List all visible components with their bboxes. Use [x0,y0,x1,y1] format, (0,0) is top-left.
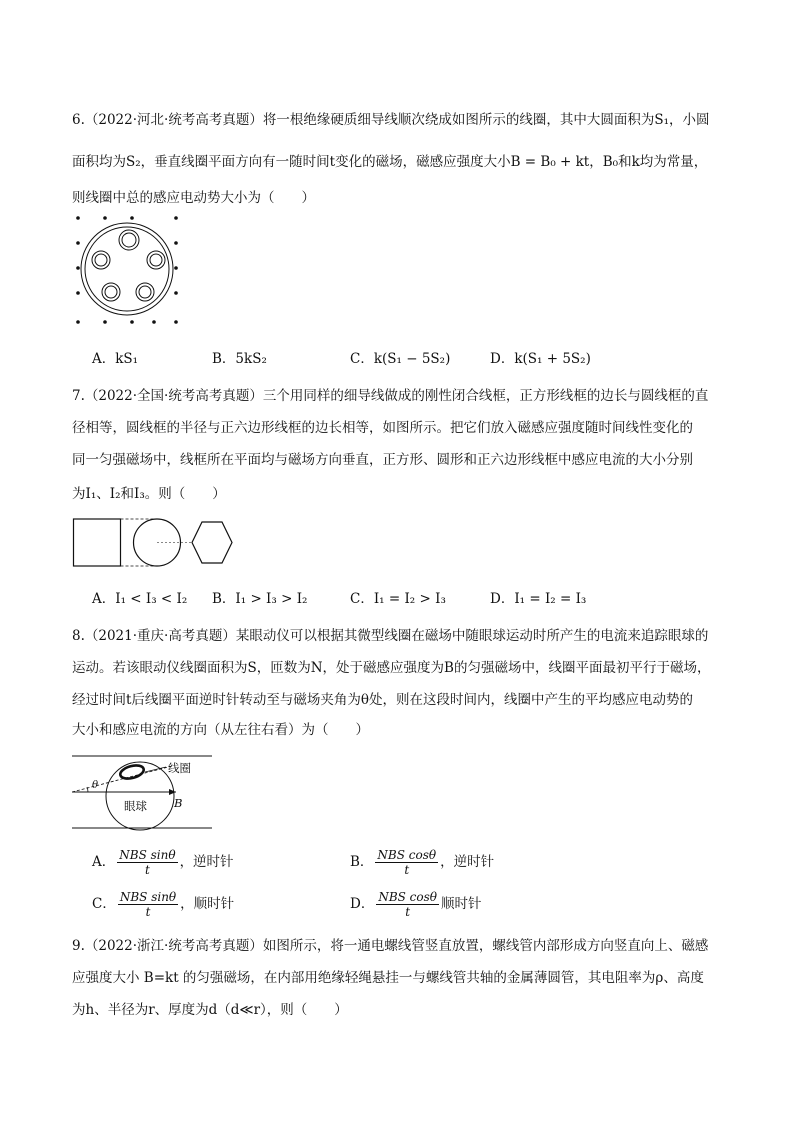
q9-line-2: 应强度大小 B=kt 的匀强磁场，在内部用绝缘轻绳悬挂一与螺线管共轴的金属薄圆管，其电阻率为ρ、高度 [72,970,704,986]
q8-line-4: 大小和感应电流的方向（从左往右看）为（ ） [72,722,369,738]
option-letter: D． [350,896,375,912]
q7-option-d[interactable]: D．I₁ = I₂ = I₃ [490,591,587,607]
q8-option-c[interactable] [92,890,234,919]
q7-frames-figure [72,517,234,569]
option-direction: ，逆时针 [179,854,234,870]
q6-option-b[interactable]: B．5kS₂ [212,351,267,367]
q7-line-1: 7.（2022·全国·统考高考真题）三个用同样的细导线做成的刚性闭合线框，正方形线框的边长与圆线框的直 [72,388,709,404]
option-letter: C． [92,896,116,912]
q8-line-2: 运动。若该眼动仪线圈面积为S，匝数为N，处于磁感应强度为B的匀强磁场中，线圈平面最初平行于磁场， [72,660,711,676]
q7-line-2: 径相等，圆线框的半径与正六边形线框的边长相等，如图所示。把它们放入磁感应强度随时间线性变化的 [72,420,693,436]
q6-option-c[interactable]: C．k(S₁ − 5S₂) [350,351,451,367]
q9-line-1: 9.（2022·浙江·统考高考真题）如图所示，将一通电螺线管竖直放置，螺线管内部形成方向竖直向上、磁感 [72,938,709,954]
option-letter: B． [350,854,374,870]
q6-coil-figure [72,212,182,330]
q7-line-4: 为I₁、I₂和I₃。则（ ） [72,486,226,502]
angle-label: θ [92,780,99,791]
q7-option-b[interactable]: B．I₁ > I₃ > I₂ [212,591,308,607]
hexagon-frame [192,522,232,563]
q7-option-c[interactable]: C．I₁ = I₂ > I₃ [350,591,446,607]
square-frame [74,519,121,566]
q8-option-d[interactable] [350,890,482,919]
q6-option-d[interactable]: D．k(S₁ + 5S₂) [490,351,591,367]
q8-line-3: 经过时间t后线圈平面逆时针转动至与磁场夹角为θ处，则在这段时间内，线圈中产生的平均感应电动势的 [72,692,694,708]
option-direction: 顺时针 [441,896,482,912]
coil-label: 线圈 [168,761,191,775]
q6-line-1: 6.（2022·河北·统考高考真题）将一根绝缘硬质细导线顺次绕成如图所示的线圈，其中大圆面积为S₁，小圆 [72,112,710,128]
q8-option-b[interactable] [350,848,494,877]
option-fraction: $\frac{\text{NBS cosθ}}{t}$ [377,848,437,877]
q9-line-3: 为h、半径为r、厚度为d（d≪r），则（ ） [72,1002,348,1018]
q7-option-a[interactable]: A．I₁ < I₃ < I₂ [92,591,188,607]
q6-option-a[interactable]: A．kS₁ [92,351,139,367]
q8-eye-figure [72,752,222,832]
option-fraction: $\frac{\text{NBS cosθ}}{t}$ [378,890,438,919]
q6-line-2: 面积均为S₂，垂直线圈平面方向有一随时间t变化的磁场，磁感应强度大小B = B₀ + kt，B₀和k均为常量， [72,154,708,170]
q6-line-3: 则线圈中总的感应电动势大小为（ ） [72,190,315,206]
option-direction: ，逆时针 [440,854,495,870]
q7-line-3: 同一匀强磁场中，线框所在平面均与磁场方向垂直，正方形、圆形和正六边形线框中感应电流的大小分别 [72,452,693,468]
option-letter: A． [92,854,116,870]
q8-option-a[interactable] [92,848,234,877]
eye-label: 眼球 [124,799,147,813]
q8-line-1: 8.（2021·重庆·高考真题）某眼动仪可以根据其微型线圈在磁场中随眼球运动时所产生的电流来追踪眼球的 [72,628,709,644]
option-direction: ，顺时针 [180,896,235,912]
option-fraction: $\frac{\text{NBS sinθ}}{t}$ [119,890,177,919]
field-label: B [174,796,183,810]
option-fraction: $\frac{\text{NBS sinθ}}{t}$ [119,848,176,877]
